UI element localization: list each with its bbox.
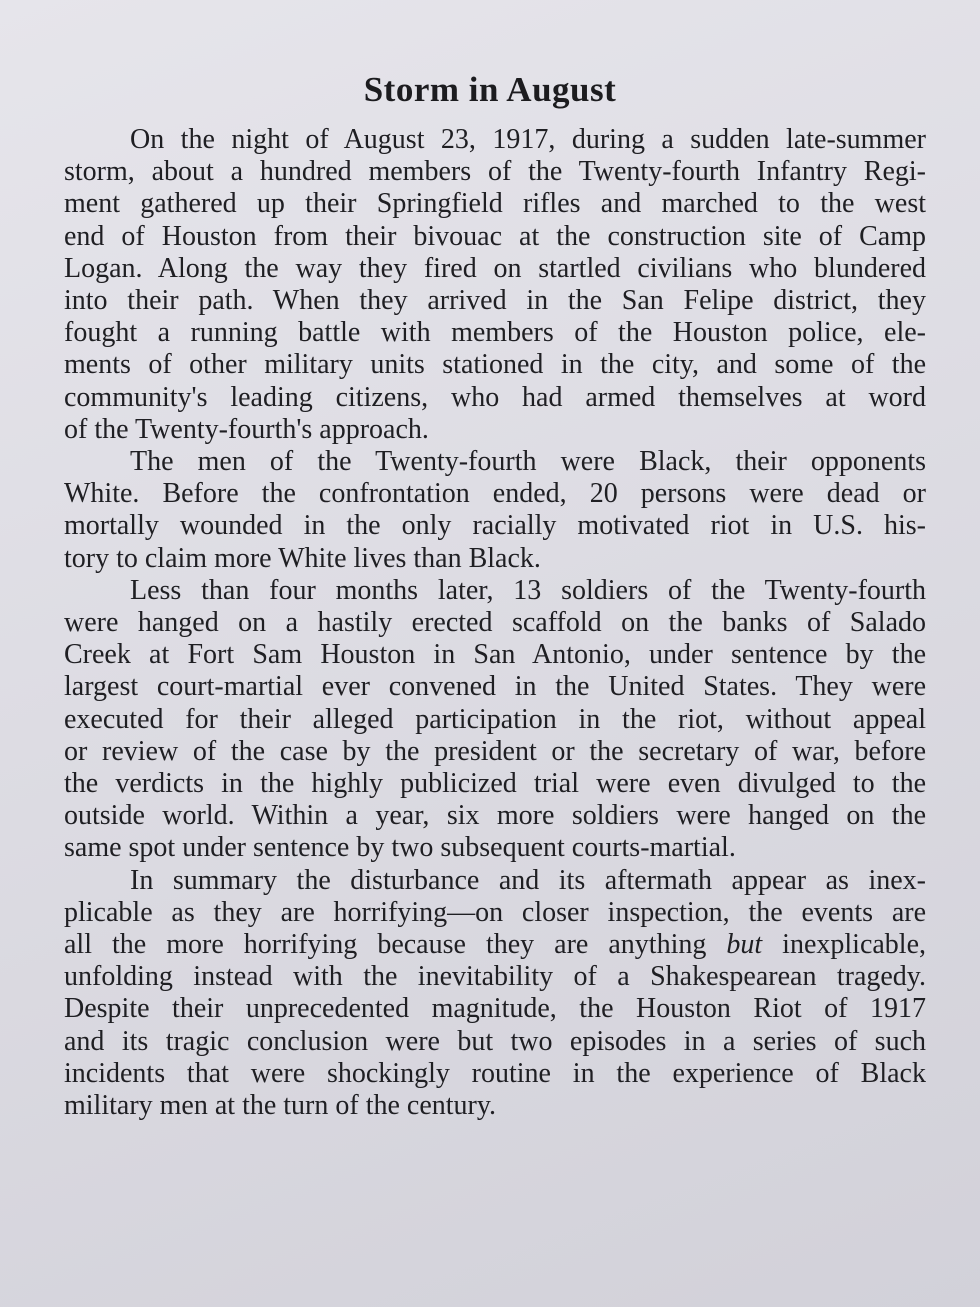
text-line: largest court-martial ever convened in the United States. They were bbox=[64, 671, 926, 703]
text-line: were hanged on a hastily erected scaffold on the banks of Salado bbox=[64, 607, 926, 639]
text-line: Creek at Fort Sam Houston in San Antonio, under sentence by the bbox=[64, 639, 926, 671]
text-line: same spot under sentence by two subsequent courts-martial. bbox=[64, 832, 736, 864]
text-line: storm, about a hundred members of the Twenty-fourth Infantry Regi- bbox=[64, 156, 926, 188]
text-line: Less than four months later, 13 soldiers of the Twenty-fourth bbox=[130, 574, 926, 606]
text-segment: all the more horrifying because they are anything bbox=[64, 929, 707, 961]
body-text bbox=[64, 124, 926, 1122]
text-line: White. Before the confrontation ended, 20 persons were dead or bbox=[64, 478, 926, 510]
text-line: plicable as they are horrifying—on closer inspection, the events are bbox=[64, 896, 926, 928]
text-line: incidents that were shockingly routine in the experience of Black bbox=[64, 1057, 926, 1089]
text-line: of the Twenty-fourth's approach. bbox=[64, 413, 429, 445]
text-line: executed for their alleged participation in the riot, without appeal bbox=[64, 703, 926, 735]
chapter-title: Storm in August bbox=[363, 70, 617, 109]
text-line: Logan. Along the way they fired on startled civilians who blundered bbox=[64, 252, 926, 284]
text-line: and its tragic conclusion were but two episodes in a series of such bbox=[64, 1025, 926, 1057]
text-line-with-italic bbox=[64, 929, 926, 961]
text-line: community's leading citizens, who had armed themselves at word bbox=[64, 381, 926, 413]
text-line: unfolding instead with the inevitability of a Shakespearean tragedy. bbox=[64, 961, 926, 993]
text-line: ments of other military units stationed in the city, and some of the bbox=[64, 349, 926, 381]
text-line: Despite their unprecedented magnitude, the Houston Riot of 1917 bbox=[64, 993, 926, 1025]
text-line: fought a running battle with members of the Houston police, ele- bbox=[64, 317, 926, 349]
text-segment: inexplicable, bbox=[782, 929, 926, 961]
text-line: The men of the Twenty-fourth were Black, their opponents bbox=[130, 446, 926, 478]
text-line: or review of the case by the president or the secretary of war, before bbox=[64, 735, 926, 767]
text-line: tory to claim more White lives than Black. bbox=[64, 542, 541, 574]
text-line: ment gathered up their Springfield rifles and marched to the west bbox=[64, 188, 926, 220]
text-line: into their path. When they arrived in the San Felipe district, they bbox=[64, 285, 926, 317]
text-line: military men at the turn of the century. bbox=[64, 1090, 497, 1122]
text-line: On the night of August 23, 1917, during a sudden late-summer bbox=[130, 124, 926, 155]
text-line: In summary the disturbance and its aftermath appear as inex- bbox=[130, 864, 926, 896]
text-line: mortally wounded in the only racially motivated riot in U.S. his- bbox=[64, 510, 926, 542]
text-line: the verdicts in the highly publicized trial were even divulged to the bbox=[64, 768, 926, 800]
italic-emphasis: but bbox=[726, 929, 763, 961]
text-line: outside world. Within a year, six more soldiers were hanged on the bbox=[64, 800, 926, 832]
text-line: end of Houston from their bivouac at the construction site of Camp bbox=[64, 220, 926, 252]
